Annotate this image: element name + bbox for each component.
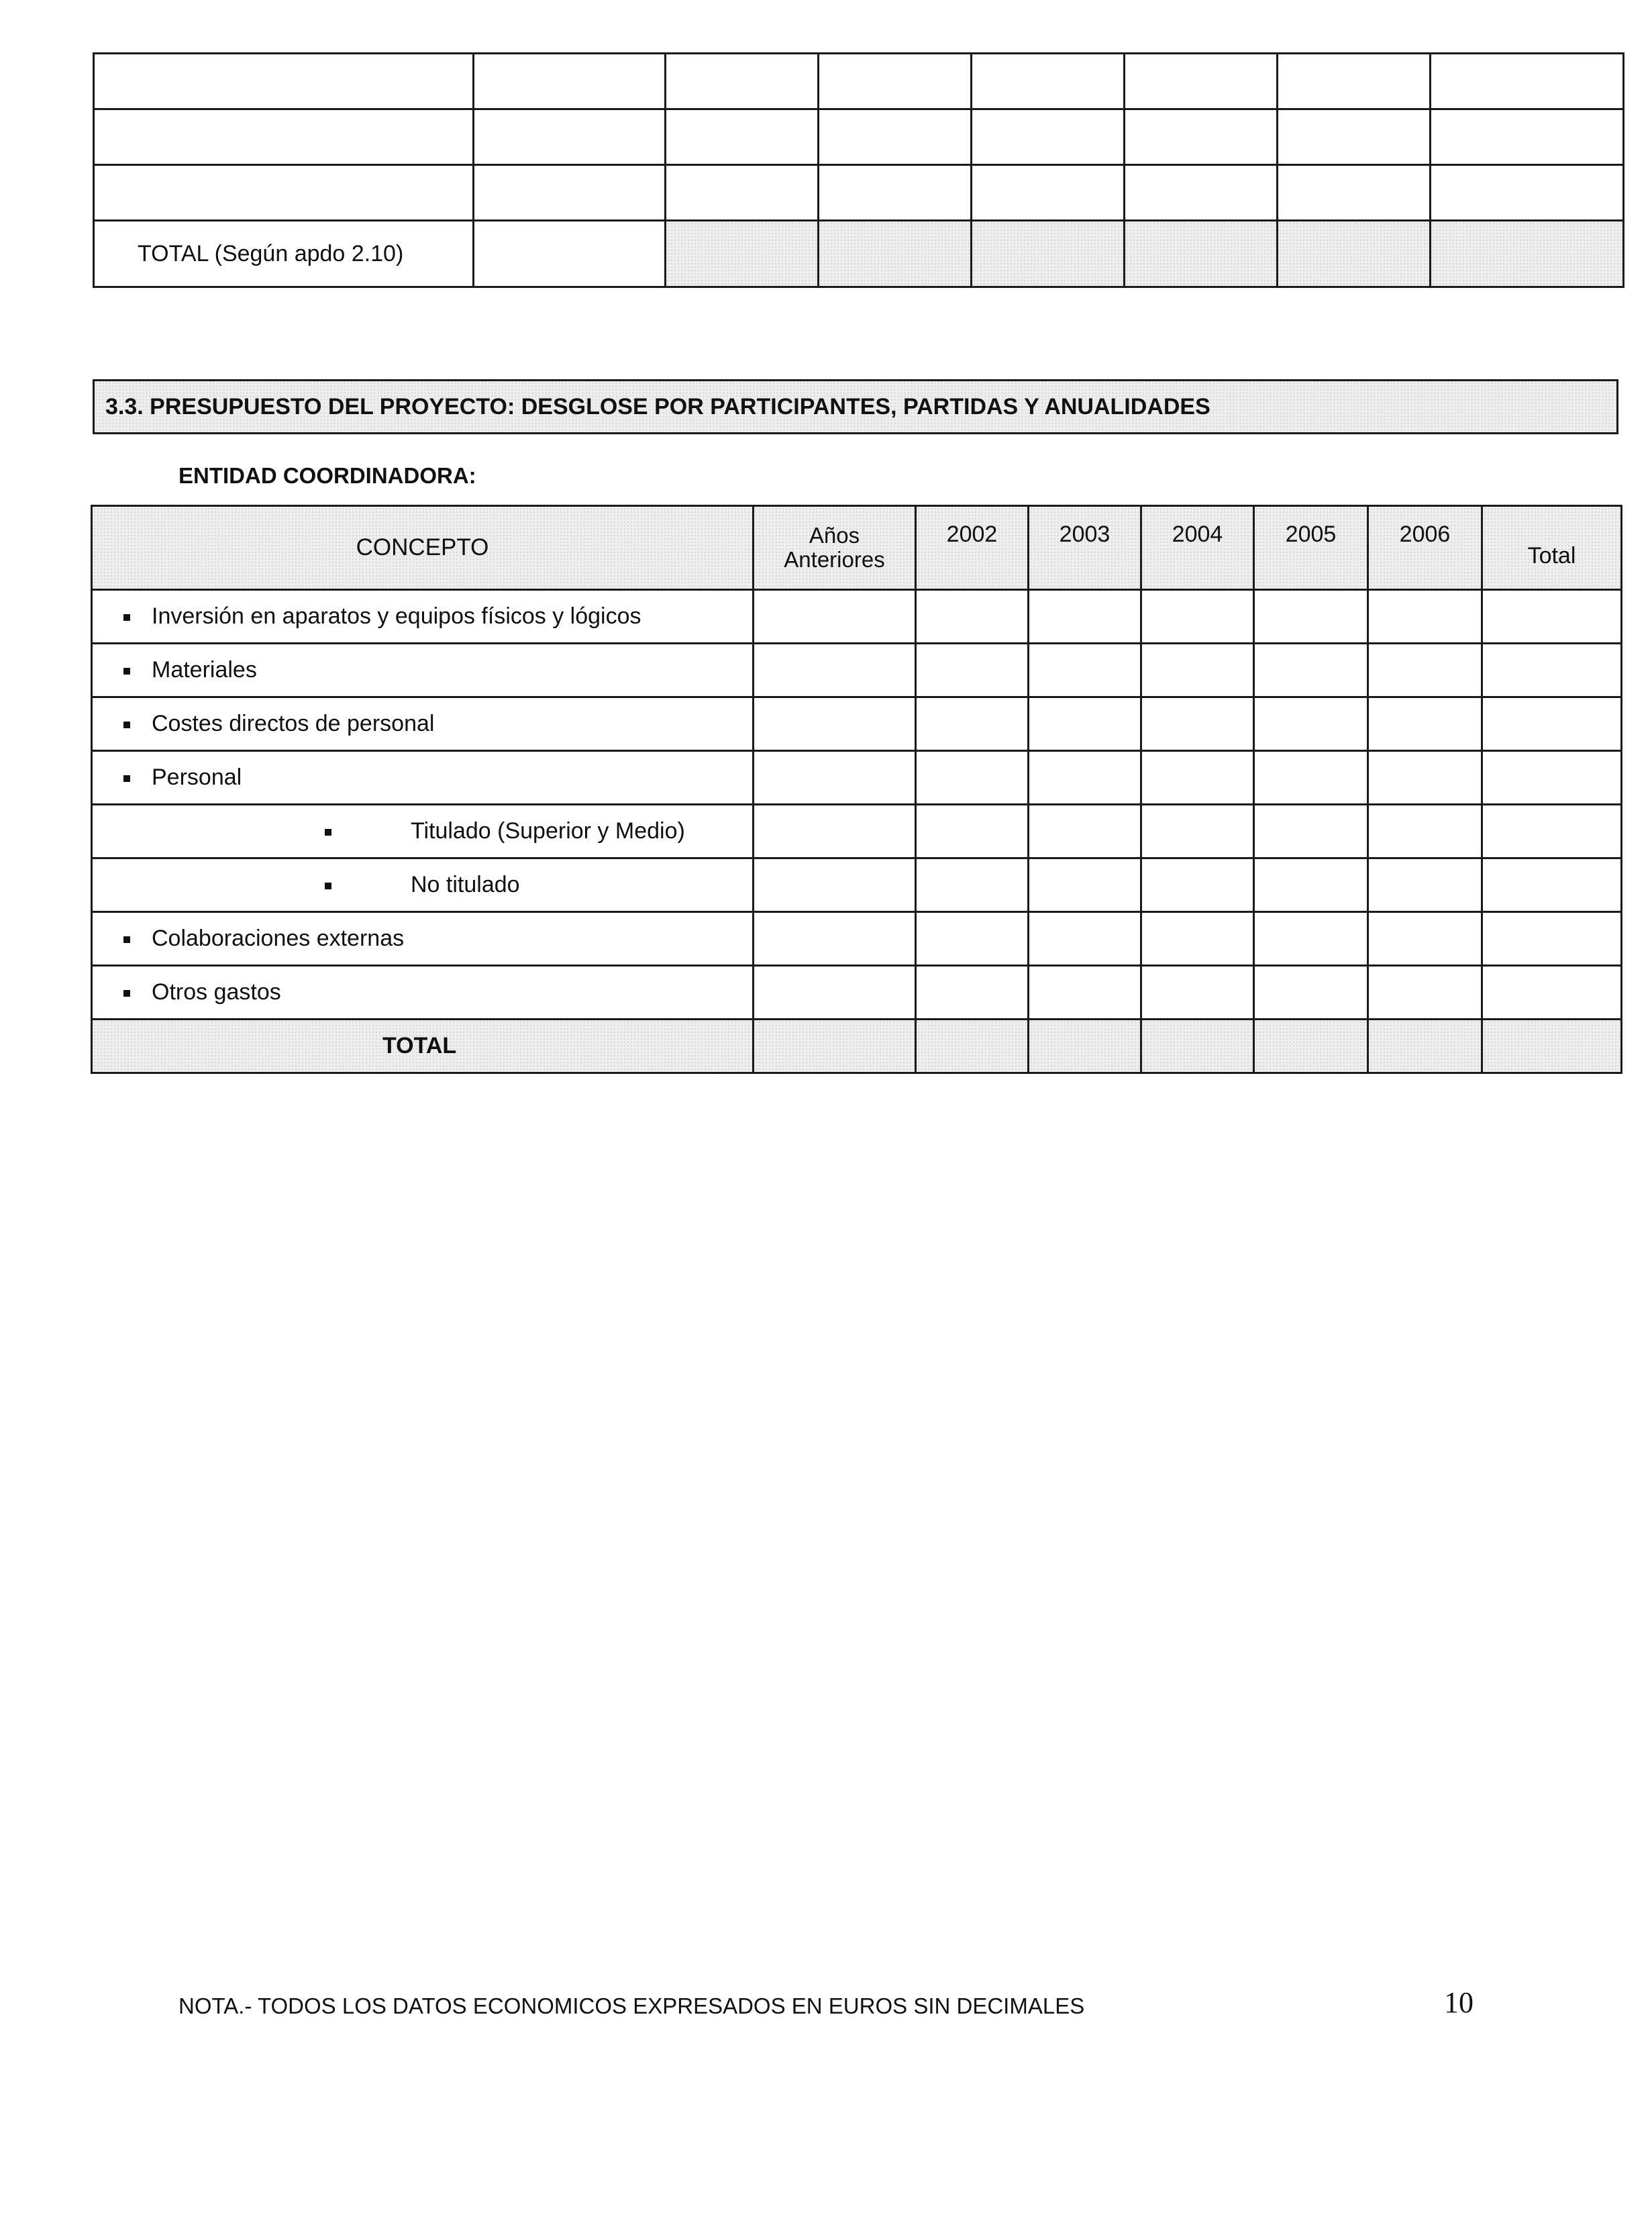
row-text: Titulado (Superior y Medio) [411,818,685,844]
row-label [92,858,754,912]
section-title: 3.3. PRESUPUESTO DEL PROYECTO: DESGLOSE POR PARTICIPANTES, PARTIDAS Y ANUALIDADES [93,379,1618,434]
header-anos-line2: Anteriores [784,547,885,572]
table-row [94,165,1624,221]
top-total-label: TOTAL (Según apdo 2.10) [94,221,474,287]
row-label [92,697,754,751]
budget-table [91,505,1622,1074]
bullet-icon [123,990,130,997]
header-year-2002: 2002 [916,506,1029,590]
row-label [92,966,754,1020]
header-year-2006: 2006 [1368,506,1482,590]
row-text: Costes directos de personal [152,711,435,736]
entity-label: ENTIDAD COORDINADORA: [178,463,476,488]
top-table [93,52,1624,288]
header-row [92,506,1622,590]
bullet-icon [123,668,130,675]
row-text: Otros gastos [152,979,281,1005]
bullet-icon [325,829,331,836]
header-total: Total [1482,506,1622,590]
row-text: No titulado [411,872,520,897]
header-year-2005: 2005 [1254,506,1368,590]
table-row [94,54,1624,109]
row-label [92,912,754,966]
bullet-icon [123,936,130,943]
table-row [92,966,1622,1020]
table-row [92,912,1622,966]
bullet-icon [123,614,130,621]
bullet-icon [123,722,130,728]
row-label [92,590,754,644]
table-row [92,590,1622,644]
page-number: 10 [1444,1986,1474,2019]
row-label [92,751,754,805]
header-concepto: CONCEPTO [92,506,754,590]
top-total-row [94,221,1624,287]
row-label [92,805,754,858]
header-anos-anteriores [754,506,916,590]
header-anos-line1: Años [809,523,860,548]
row-text: Inversión en aparatos y equipos físicos y lógicos [152,603,641,629]
header-year-2004: 2004 [1141,506,1254,590]
total-row [92,1020,1622,1073]
row-text: Colaboraciones externas [152,926,405,951]
table-row [92,805,1622,858]
table-row [94,109,1624,165]
table-row [92,697,1622,751]
row-text: Materiales [152,657,257,683]
table-row [92,644,1622,697]
total-label: TOTAL [92,1020,754,1073]
row-label [92,644,754,697]
row-text: Personal [152,764,242,790]
table-row [92,858,1622,912]
bullet-icon [123,775,130,782]
footer-note: NOTA.- TODOS LOS DATOS ECONOMICOS EXPRESADOS EN EUROS SIN DECIMALES [178,1993,1085,2018]
bullet-icon [325,883,331,889]
header-year-2003: 2003 [1029,506,1141,590]
table-row [92,751,1622,805]
